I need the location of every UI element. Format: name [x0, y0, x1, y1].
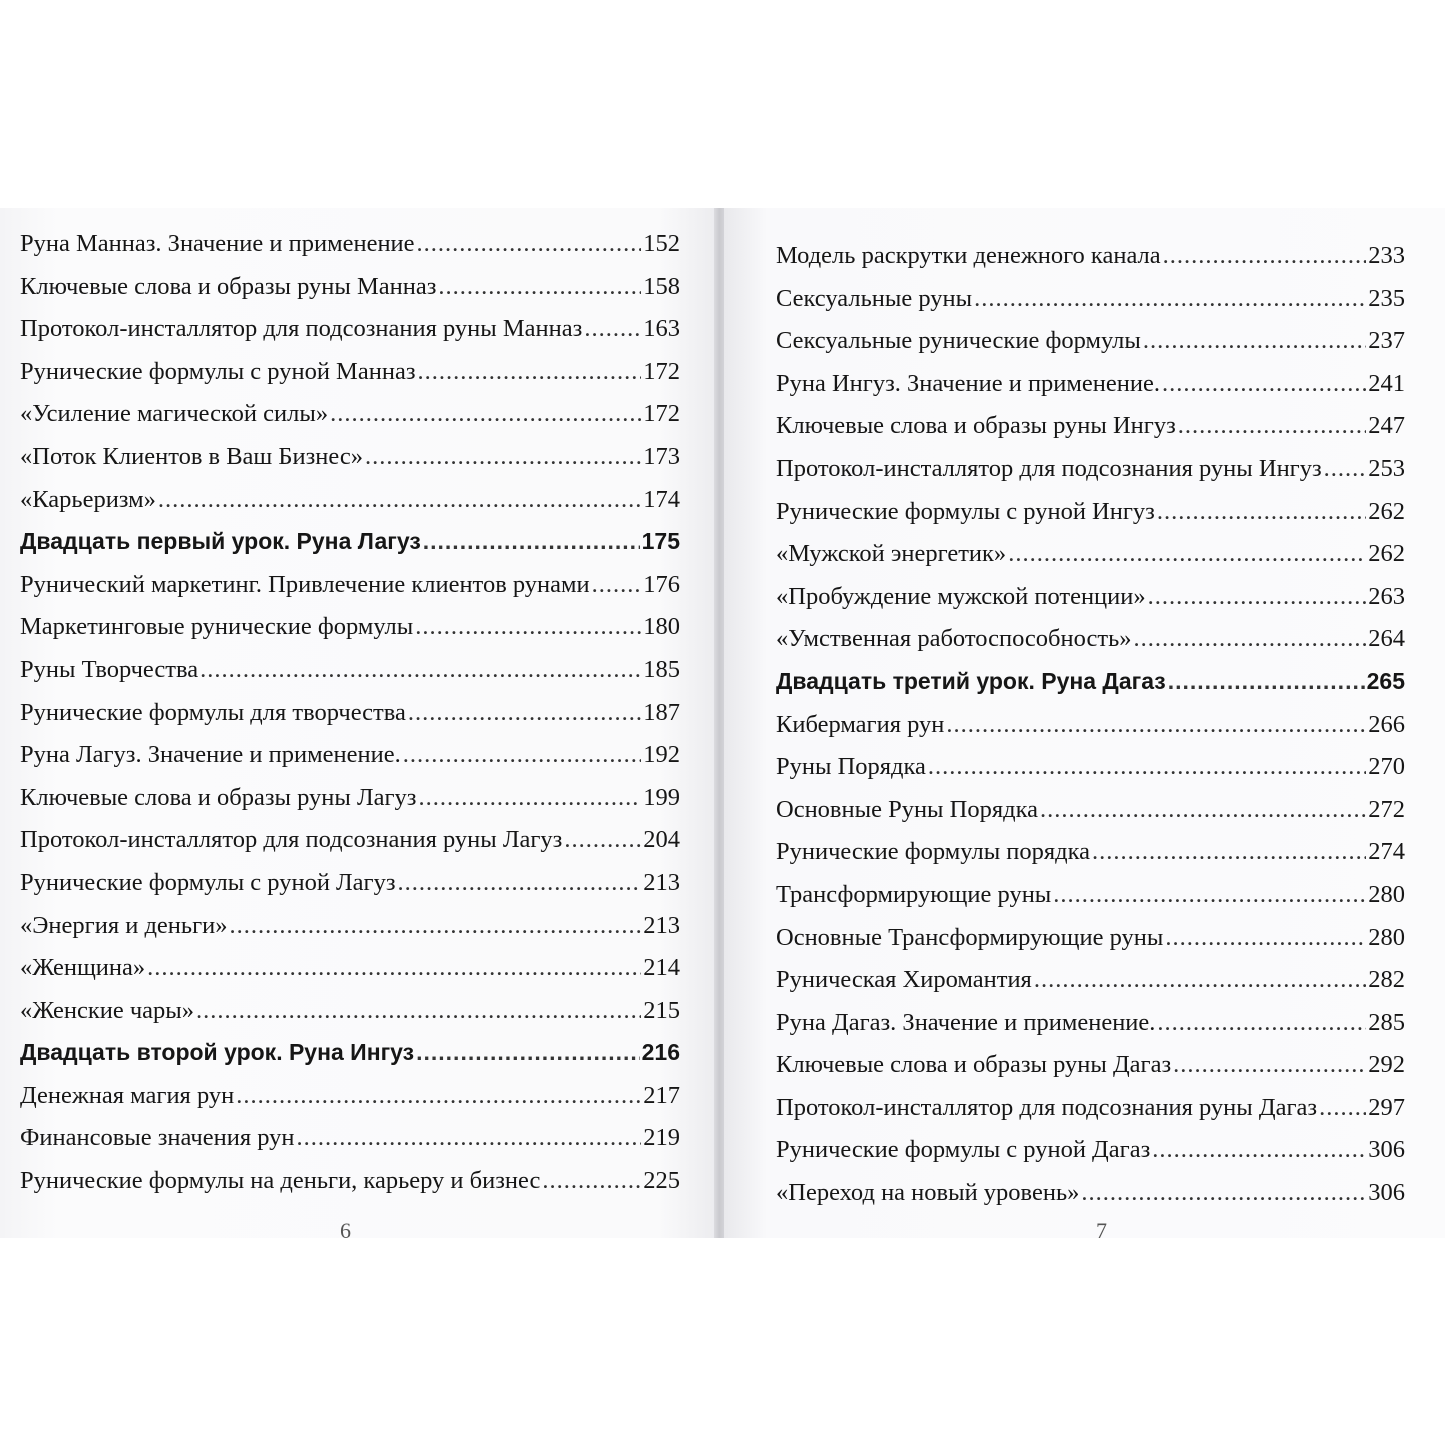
- toc-entry-title: Ключевые слова и образы руны Дагаз: [776, 1051, 1172, 1079]
- toc-leader-dots: [147, 954, 641, 982]
- toc-entry: [20, 273, 680, 316]
- toc-entry-page-number: 173: [643, 442, 680, 470]
- toc-entry-page-number: 172: [643, 357, 680, 385]
- toc-leader-dots: [398, 869, 642, 897]
- toc-entry-page-number: 163: [643, 315, 680, 343]
- toc-leader-dots: [1034, 966, 1366, 994]
- toc-entry: [776, 625, 1405, 668]
- toc-entry-page-number: 213: [643, 868, 680, 896]
- toc-entry-title: «Усиление магической силы»: [20, 400, 329, 428]
- toc-entry: [20, 443, 680, 486]
- toc-entry: [776, 412, 1405, 455]
- toc-entry: [776, 583, 1405, 626]
- toc-entry-title: Рунические формулы с руной Манназ: [20, 357, 416, 385]
- toc-entry-page-number: 176: [643, 570, 680, 598]
- toc-entry-title: Руническая Хиромантия: [776, 966, 1032, 994]
- toc-entry: [20, 358, 680, 401]
- toc-leader-dots: [1157, 498, 1366, 526]
- toc-entry-page-number: 280: [1368, 923, 1405, 951]
- toc-entry-page-number: 214: [643, 954, 680, 982]
- toc-leader-dots: [438, 273, 641, 301]
- toc-entry: [20, 613, 680, 656]
- toc-entry-title: «Женщина»: [20, 954, 146, 982]
- toc-entry-page-number: 192: [643, 741, 680, 769]
- toc-leader-dots: [236, 1082, 641, 1110]
- toc-entry-page-number: 158: [643, 272, 680, 300]
- toc-entry-title: Двадцать первый урок. Руна Лагуз: [20, 528, 421, 555]
- toc-entry-page-number: 272: [1368, 795, 1405, 823]
- toc-entry-page-number: 180: [643, 613, 680, 641]
- toc-leader-dots: [1134, 625, 1367, 653]
- toc-entry-page-number: 266: [1368, 710, 1405, 738]
- toc-entry: [776, 838, 1405, 881]
- toc-entry: [20, 656, 680, 699]
- toc-leader-dots: [1053, 881, 1366, 909]
- toc-leader-dots: [196, 997, 641, 1025]
- page-folio-right: 7: [1096, 1218, 1107, 1238]
- toc-entry-title: «Женские чары»: [20, 996, 194, 1024]
- toc-entry-page-number: 217: [643, 1081, 680, 1109]
- right-page: [724, 208, 1445, 1238]
- toc-entry: [20, 741, 680, 784]
- toc-entry-page-number: 297: [1368, 1093, 1405, 1121]
- toc-entry-title: «Пробуждение мужской потенции»: [776, 582, 1146, 610]
- page-folio-left: 6: [340, 1218, 351, 1238]
- toc-entry-title: Трансформирующие руны: [776, 880, 1052, 908]
- toc-leader-dots: [423, 528, 640, 555]
- toc-entry-page-number: 285: [1368, 1008, 1405, 1036]
- toc-leader-dots: [592, 571, 642, 599]
- toc-entry: [20, 1124, 680, 1167]
- toc-entry: [20, 997, 680, 1040]
- toc-entry: [776, 327, 1405, 370]
- toc-list-left: [0, 230, 716, 1210]
- toc-leader-dots: [1008, 540, 1366, 568]
- toc-entry-page-number: 264: [1368, 625, 1405, 653]
- toc-entry-title: Маркетинговые рунические формулы: [20, 613, 414, 641]
- toc-entry-title: «Поток Клиентов в Ваш Бизнес»: [20, 442, 363, 470]
- toc-entry: [776, 370, 1405, 413]
- toc-entry: [20, 912, 680, 955]
- toc-entry-title: Протокол-инсталлятор для подсознания руны Ингуз: [776, 454, 1322, 482]
- toc-leader-dots: [1152, 1136, 1366, 1164]
- toc-entry: [776, 966, 1405, 1009]
- toc-entry-page-number: 241: [1368, 369, 1405, 397]
- toc-entry-title: Рунические формулы на деньги, карьеру и бизнес: [20, 1167, 541, 1195]
- toc-entry-page-number: 265: [1366, 667, 1405, 694]
- toc-entry: [20, 486, 680, 529]
- toc-entry-page-number: 175: [641, 528, 680, 555]
- toc-leader-dots: [1092, 838, 1366, 866]
- toc-entry: [20, 528, 680, 571]
- toc-leader-dots: [1178, 412, 1366, 440]
- toc-entry: [776, 498, 1405, 541]
- toc-leader-dots: [297, 1124, 642, 1152]
- toc-entry: [20, 315, 680, 358]
- toc-entry-title: «Карьеризм»: [20, 485, 156, 513]
- toc-entry: [776, 1051, 1405, 1094]
- toc-entry-title: Двадцать третий урок. Руна Дагаз: [776, 667, 1166, 694]
- toc-leader-dots: [415, 613, 641, 641]
- toc-entry-page-number: 204: [643, 826, 680, 854]
- toc-entry: [776, 1094, 1405, 1137]
- toc-entry: [20, 699, 680, 742]
- toc-leader-dots: [1163, 242, 1367, 270]
- toc-list-right: [724, 242, 1445, 1222]
- toc-entry-title: Протокол-инсталлятор для подсознания руны Дагаз: [776, 1093, 1318, 1121]
- toc-entry: [776, 711, 1405, 754]
- toc-entry-page-number: 292: [1368, 1051, 1405, 1079]
- toc-entry: [20, 784, 680, 827]
- toc-entry-title: Денежная магия рун: [20, 1081, 235, 1109]
- toc-entry-page-number: 225: [643, 1167, 680, 1195]
- toc-entry-page-number: 199: [643, 783, 680, 811]
- toc-entry: [776, 668, 1405, 711]
- toc-entry: [20, 869, 680, 912]
- toc-entry: [776, 881, 1405, 924]
- toc-entry: [20, 826, 680, 869]
- toc-entry-title: «Мужской энергетик»: [776, 540, 1007, 568]
- toc-entry: [20, 230, 680, 273]
- toc-entry: [776, 1136, 1405, 1179]
- toc-entry: [20, 1039, 680, 1082]
- toc-entry-page-number: 263: [1368, 582, 1405, 610]
- toc-entry-title: Ключевые слова и образы руны Лагуз: [20, 783, 417, 811]
- toc-entry-title: Финансовые значения рун: [20, 1124, 295, 1152]
- toc-entry-title: Рунические формулы порядка: [776, 838, 1091, 866]
- toc-entry-title: Основные Руны Порядка: [776, 795, 1038, 823]
- toc-leader-dots: [1143, 327, 1366, 355]
- toc-entry-page-number: 187: [643, 698, 680, 726]
- toc-entry: [20, 400, 680, 443]
- toc-leader-dots: [1162, 370, 1366, 398]
- toc-entry-page-number: 237: [1368, 327, 1405, 355]
- toc-leader-dots: [1165, 924, 1366, 952]
- toc-entry-title: Протокол-инсталлятор для подсознания руны Манназ: [20, 315, 583, 343]
- left-page: [0, 208, 716, 1238]
- toc-entry: [776, 1179, 1405, 1222]
- toc-entry-page-number: 280: [1368, 880, 1405, 908]
- toc-entry-title: Сексуальные руны: [776, 284, 973, 312]
- toc-entry: [776, 455, 1405, 498]
- toc-entry-page-number: 219: [643, 1124, 680, 1152]
- toc-leader-dots: [1168, 668, 1365, 695]
- toc-entry-title: Основные Трансформирующие руны: [776, 923, 1164, 951]
- toc-leader-dots: [1148, 583, 1367, 611]
- toc-leader-dots: [158, 486, 641, 514]
- toc-leader-dots: [1173, 1051, 1366, 1079]
- toc-entry-page-number: 262: [1368, 540, 1405, 568]
- toc-leader-dots: [418, 358, 642, 386]
- toc-leader-dots: [416, 1039, 640, 1066]
- toc-entry-title: Рунические формулы с руной Лагуз: [20, 868, 396, 896]
- toc-entry-page-number: 306: [1368, 1179, 1405, 1207]
- toc-leader-dots: [330, 400, 641, 428]
- toc-entry: [776, 924, 1405, 967]
- toc-leader-dots: [408, 699, 641, 727]
- toc-leader-dots: [542, 1167, 641, 1195]
- toc-entry-title: Ключевые слова и образы руны Манназ: [20, 272, 437, 300]
- toc-leader-dots: [1040, 796, 1366, 824]
- toc-entry: [776, 285, 1405, 328]
- toc-leader-dots: [417, 230, 642, 258]
- toc-entry-page-number: 235: [1368, 284, 1405, 312]
- toc-leader-dots: [403, 741, 642, 769]
- toc-entry-title: Руна Дагаз. Значение и применение.: [776, 1008, 1156, 1036]
- toc-entry-title: «Энергия и деньги»: [20, 911, 228, 939]
- toc-entry-page-number: 270: [1368, 753, 1405, 781]
- toc-entry-title: «Умственная работоспособность»: [776, 625, 1132, 653]
- toc-entry-title: Сексуальные рунические формулы: [776, 327, 1141, 355]
- toc-entry-title: Рунические формулы с руной Ингуз: [776, 497, 1155, 525]
- toc-entry-page-number: 216: [641, 1039, 680, 1066]
- toc-entry-title: Рунические формулы для творчества: [20, 698, 406, 726]
- toc-leader-dots: [229, 912, 641, 940]
- toc-entry-title: Двадцать второй урок. Руна Ингуз: [20, 1039, 415, 1066]
- toc-leader-dots: [564, 826, 641, 854]
- toc-entry-title: Руна Лагуз. Значение и применение.: [20, 741, 401, 769]
- toc-leader-dots: [418, 784, 641, 812]
- toc-leader-dots: [365, 443, 641, 471]
- toc-entry-title: Руна Манназ. Значение и применение: [20, 230, 415, 257]
- toc-leader-dots: [584, 315, 641, 343]
- toc-leader-dots: [1319, 1094, 1366, 1122]
- toc-entry-title: Протокол-инсталлятор для подсознания руны Лагуз: [20, 826, 563, 854]
- toc-entry-title: Модель раскрутки денежного канала: [776, 242, 1161, 269]
- toc-entry-title: Рунический маркетинг. Привлечение клиентов рунами: [20, 570, 590, 598]
- toc-entry-page-number: 172: [643, 400, 680, 428]
- toc-leader-dots: [928, 753, 1366, 781]
- toc-entry-title: Ключевые слова и образы руны Ингуз: [776, 412, 1176, 440]
- toc-entry-page-number: 233: [1368, 242, 1405, 269]
- toc-entry: [776, 242, 1405, 285]
- toc-entry-title: «Переход на новый уровень»: [776, 1179, 1080, 1207]
- toc-leader-dots: [200, 656, 641, 684]
- toc-entry-page-number: 247: [1368, 412, 1405, 440]
- toc-entry-page-number: 213: [643, 911, 680, 939]
- toc-entry-page-number: 274: [1368, 838, 1405, 866]
- toc-entry-page-number: 174: [643, 485, 680, 513]
- toc-entry-title: Руна Ингуз. Значение и применение.: [776, 369, 1161, 397]
- toc-leader-dots: [1324, 455, 1367, 483]
- toc-entry: [776, 540, 1405, 583]
- toc-entry: [776, 753, 1405, 796]
- toc-entry-page-number: 306: [1368, 1136, 1405, 1164]
- toc-entry-page-number: 185: [643, 655, 680, 683]
- toc-entry: [776, 796, 1405, 839]
- toc-leader-dots: [946, 711, 1366, 739]
- toc-entry: [20, 571, 680, 614]
- toc-entry-page-number: 253: [1368, 454, 1405, 482]
- toc-entry-page-number: 262: [1368, 497, 1405, 525]
- toc-leader-dots: [1157, 1009, 1366, 1037]
- toc-leader-dots: [1081, 1179, 1366, 1207]
- toc-entry: [20, 954, 680, 997]
- toc-entry: [776, 1009, 1405, 1052]
- toc-leader-dots: [974, 285, 1366, 313]
- toc-entry-page-number: 215: [643, 996, 680, 1024]
- toc-entry: [20, 1082, 680, 1125]
- toc-entry-title: Кибермагия рун: [776, 710, 945, 738]
- toc-entry: [20, 1167, 680, 1210]
- toc-entry-title: Рунические формулы с руной Дагаз: [776, 1136, 1151, 1164]
- toc-entry-title: Руны Творчества: [20, 655, 199, 683]
- toc-entry-page-number: 152: [643, 230, 680, 257]
- toc-entry-title: Руны Порядка: [776, 753, 926, 781]
- toc-entry-page-number: 282: [1368, 966, 1405, 994]
